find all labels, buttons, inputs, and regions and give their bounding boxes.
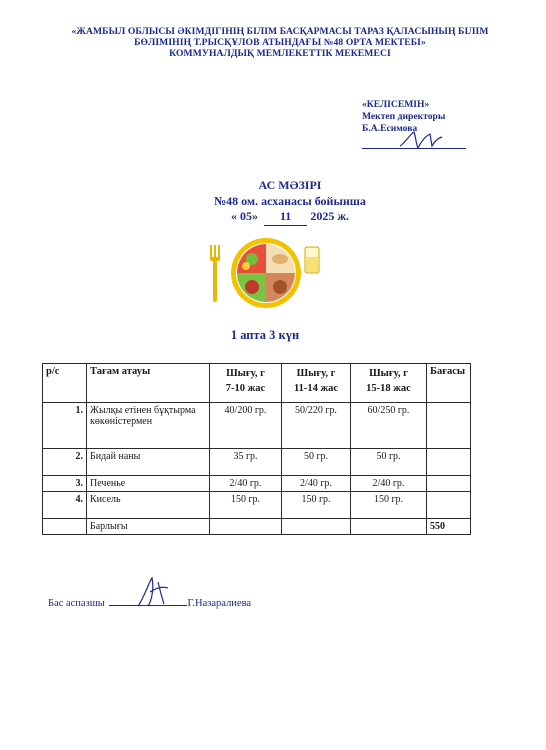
header-line-2: БӨЛІМІНІҢ Т.РЫСҚҰЛОВ АТЫНДАҒЫ №48 ОРТА МЕКТЕБІ» — [134, 37, 426, 48]
row-qty-7-10: 2/40 гр. — [210, 476, 282, 492]
footer-signature — [48, 598, 251, 609]
approval-position: Мектеп директоры — [362, 111, 446, 122]
table-row — [43, 476, 471, 492]
row-num: 4. — [43, 492, 87, 519]
row-dish: Печенье — [87, 476, 210, 492]
food-plate-icon — [200, 235, 330, 310]
school-header — [40, 26, 520, 59]
date-year: 2025 ж. — [310, 209, 350, 223]
row-dish: Кисель — [87, 492, 210, 519]
approval-name: Б.А.Есимова — [362, 123, 418, 134]
total-blank — [351, 519, 427, 535]
header-line-1: «ЖАМБЫЛ ОБЛЫСЫ ӘКІМДІГІНІҢ БІЛІМ БАСҚАРМАСЫ ТАРАЗ ҚАЛАСЫНЫҢ БІЛІМ — [71, 26, 489, 37]
header-qty-7-10: Шығу, г 7-10 жас — [210, 364, 282, 403]
menu-title: АС МӘЗІРІ — [258, 178, 322, 192]
approval-title: «КЕЛІСЕМІН» — [362, 99, 430, 110]
row-qty-11-14: 50/220 гр. — [282, 403, 351, 449]
row-qty-11-14: 50 гр. — [282, 449, 351, 476]
row-price — [427, 476, 471, 492]
row-qty-11-14: 150 гр. — [282, 492, 351, 519]
date-day: « 05» — [230, 209, 258, 223]
approval-signature-line — [362, 148, 466, 149]
total-blank — [43, 519, 87, 535]
table-total-row — [43, 519, 471, 535]
row-qty-7-10: 35 гр. — [210, 449, 282, 476]
row-num: 3. — [43, 476, 87, 492]
row-num: 2. — [43, 449, 87, 476]
row-qty-15-18: 60/250 гр. — [351, 403, 427, 449]
row-qty-7-10: 150 гр. — [210, 492, 282, 519]
header-qty-15-18: Шығу, г 15-18 жас — [351, 364, 427, 403]
week-day-label: 1 апта 3 күн — [230, 328, 300, 342]
header-line-3: КОММУНАЛДЫҚ МЕМЛЕКЕТТІК МЕКЕМЕСІ — [169, 48, 391, 59]
total-label: Барлығы — [87, 519, 210, 535]
row-dish: Жылқы етінен бұқтырма көкөністермен — [87, 403, 210, 449]
row-price — [427, 449, 471, 476]
row-qty-11-14: 2/40 гр. — [282, 476, 351, 492]
row-qty-15-18: 50 гр. — [351, 449, 427, 476]
row-price — [427, 403, 471, 449]
table-header-row — [43, 364, 471, 403]
date-month: 11 — [264, 209, 307, 226]
row-qty-15-18: 150 гр. — [351, 492, 427, 519]
table-row — [43, 403, 471, 449]
menu-table — [42, 363, 471, 535]
total-blank — [210, 519, 282, 535]
row-num: 1. — [43, 403, 87, 449]
title-block — [150, 178, 430, 226]
header-price: Бағасы — [427, 364, 471, 403]
row-price — [427, 492, 471, 519]
footer-name: Г.Назаралиева — [187, 598, 252, 609]
footer-signature-line — [109, 605, 187, 606]
row-qty-7-10: 40/200 гр. — [210, 403, 282, 449]
row-qty-15-18: 2/40 гр. — [351, 476, 427, 492]
header-name: Тағам атауы — [87, 364, 210, 403]
row-dish: Бидай наны — [87, 449, 210, 476]
table-row — [43, 492, 471, 519]
footer-label: Бас аспазшы — [48, 598, 105, 609]
header-qty-11-14: Шығу, г 11-14 жас — [282, 364, 351, 403]
menu-date — [150, 209, 430, 226]
total-blank — [282, 519, 351, 535]
menu-subtitle: №48 ом. асханасы бойынша — [214, 193, 366, 208]
table-row — [43, 449, 471, 476]
header-num: р/с — [43, 364, 87, 403]
total-value: 550 — [427, 519, 471, 535]
